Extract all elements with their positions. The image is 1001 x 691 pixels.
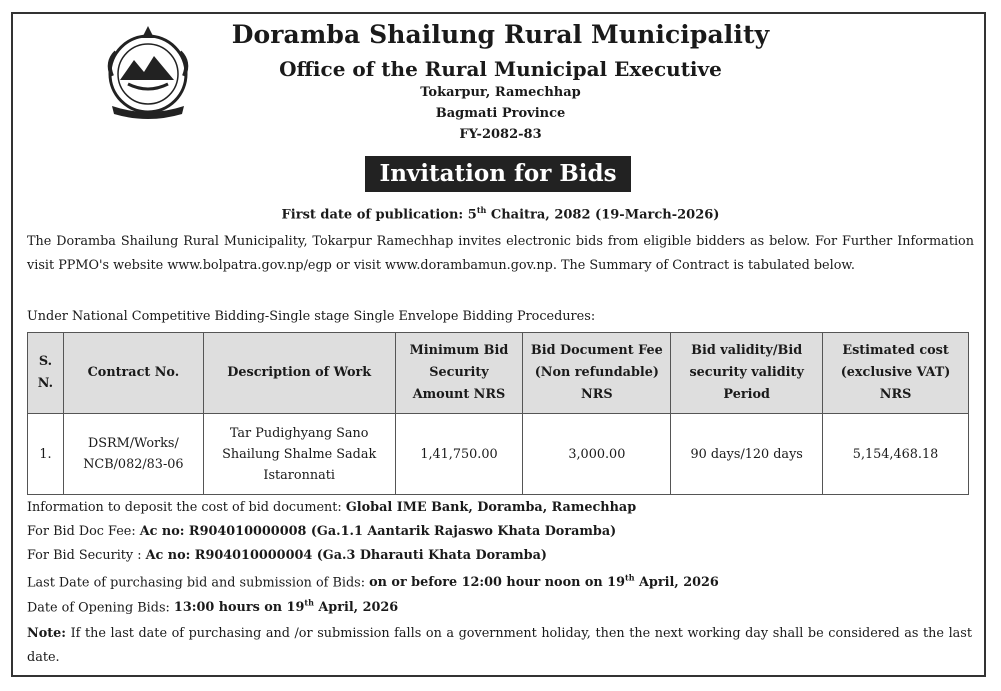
- note-paragraph: Note: If the last date of purchasing and /or submission falls on a government holiday, then the next working day shall be considered as the last date.: [27, 626, 972, 665]
- col-header: Bid Document Fee (Non refundable) NRS: [523, 333, 671, 414]
- table-cell: 5,154,468.18: [823, 414, 969, 495]
- table-cell: 1.: [28, 414, 64, 495]
- table-cell: 1,41,750.00: [395, 414, 523, 495]
- col-header: Minimum Bid Security Amount NRS: [395, 333, 523, 414]
- province-line: Bagmati Province: [435, 106, 566, 121]
- table-row: [28, 414, 969, 495]
- procedure-line: Under National Competitive Bidding-Single stage Single Envelope Bidding Procedures:: [27, 309, 596, 324]
- table-cell: Tar Pudighyang Sano Shailung Shalme Sadak Istaronnati: [203, 414, 395, 495]
- col-header: Description of Work: [203, 333, 395, 414]
- intro-paragraph: The Doramba Shailung Rural Municipality, Tokarpur Ramechhap invites electronic bids from eligible bidders as below. For Further Information visit PPMO's website www.bolpatra.gov.np/egp or visit www.dorambamun.gov.np. The Summary of Contract is tabulated below.: [27, 234, 974, 273]
- contract-summary-table: [27, 332, 969, 495]
- last-date-info: Last Date of purchasing bid and submission of Bids: on or before 12:00 hour noon on 19th April, 2026: [27, 573, 719, 591]
- bid-doc-fee-info: For Bid Doc Fee: Ac no: R904010000008 (Ga.1.1 Aantarik Rajaswo Khata Doramba): [27, 524, 617, 539]
- bid-security-info: For Bid Security : Ac no: R904010000004 (Ga.3 Dharauti Khata Doramba): [27, 548, 547, 563]
- deposit-info: Information to deposit the cost of bid document: Global IME Bank, Doramba, Ramechhap: [27, 500, 637, 515]
- col-header: Contract No.: [63, 333, 203, 414]
- table-header-row: [28, 333, 969, 414]
- opening-date-info: Date of Opening Bids: 13:00 hours on 19th April, 2026: [27, 598, 399, 616]
- col-header: S. N.: [28, 333, 64, 414]
- table-cell: 90 days/120 days: [671, 414, 823, 495]
- col-header: Estimated cost (exclusive VAT) NRS: [823, 333, 969, 414]
- table-cell: DSRM/Works/ NCB/082/83-06: [63, 414, 203, 495]
- municipality-title: Doramba Shailung Rural Municipality: [231, 20, 770, 49]
- fiscal-year: FY-2082-83: [459, 127, 542, 142]
- col-header: Bid validity/Bid security validity Period: [671, 333, 823, 414]
- office-subtitle: Office of the Rural Municipal Executive: [279, 57, 722, 81]
- table-cell: 3,000.00: [523, 414, 671, 495]
- publication-date: First date of publication: 5th Chaitra, 2082 (19-March-2026): [281, 205, 720, 223]
- invitation-banner: Invitation for Bids: [365, 156, 631, 192]
- address-line: Tokarpur, Ramechhap: [420, 85, 581, 100]
